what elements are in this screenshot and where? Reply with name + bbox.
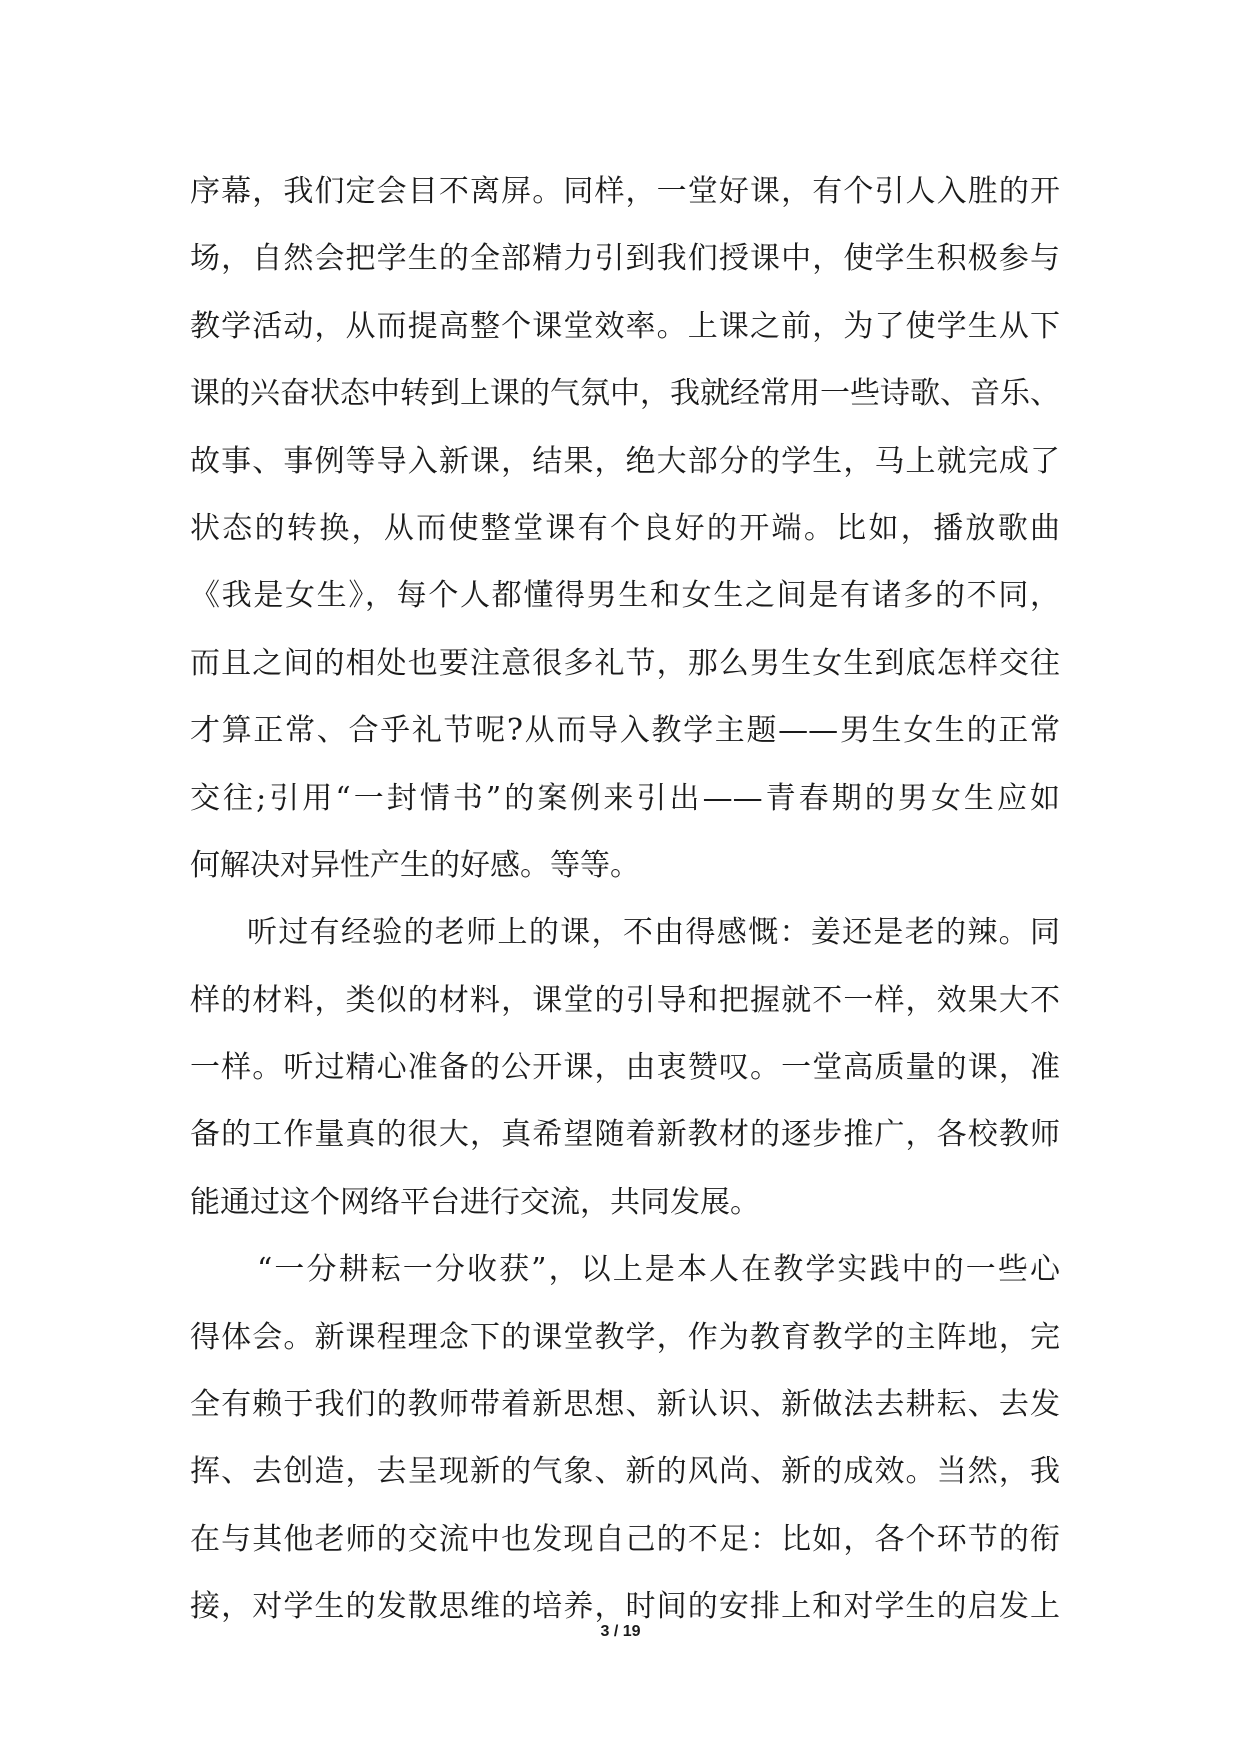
text-line: 备的工作量真的很大，真希望随着新教材的逐步推广，各校教师: [190, 1117, 1060, 1153]
document-body: [190, 158, 1060, 1641]
text-line: 状态的转换，从而使整堂课有个良好的开端。比如，播放歌曲: [190, 510, 1060, 546]
text-line: 而且之间的相处也要注意很多礼节，那么男生女生到底怎样交往: [190, 645, 1060, 681]
text-line: 故事、事例等导入新课，结果，绝大部分的学生，马上就完成了: [190, 443, 1060, 479]
paragraph: [190, 1236, 1060, 1640]
paragraph: [190, 899, 1060, 1236]
paragraph: [190, 158, 1060, 899]
text-line: 教学活动，从而提高整个课堂效率。上课之前，为了使学生从下: [190, 308, 1060, 344]
text-line: 样的材料，类似的材料，课堂的引导和把握就不一样，效果大不: [190, 982, 1060, 1018]
text-line: 课的兴奋状态中转到上课的气氛中，我就经常用一些诗歌、音乐、: [190, 376, 1060, 412]
text-line: 挥、去创造，去呈现新的气象、新的风尚、新的成效。当然，我: [190, 1454, 1060, 1490]
text-line: 接，对学生的发散思维的培养，时间的安排上和对学生的启发上: [190, 1589, 1060, 1625]
text-line: 全有赖于我们的教师带着新思想、新认识、新做法去耕耘、去发: [190, 1387, 1060, 1423]
text-line: 场，自然会把学生的全部精力引到我们授课中，使学生积极参与: [190, 241, 1060, 277]
text-line: 何解决对异性产生的好感。等等。: [190, 847, 640, 883]
page-number: 3 / 19: [600, 1623, 641, 1640]
text-line: “一分耕耘一分收获”，以上是本人在教学实践中的一些心: [257, 1252, 1060, 1288]
text-line: 才算正常、合乎礼节呢?从而导入教学主题——男生女生的正常: [190, 713, 1060, 749]
text-line: 《我是女生》，每个人都懂得男生和女生之间是有诸多的不同，: [190, 578, 1060, 614]
text-line: 能通过这个网络平台进行交流，共同发展。: [190, 1184, 760, 1220]
text-line: 得体会。新课程理念下的课堂教学，作为教育教学的主阵地，完: [190, 1319, 1060, 1355]
text-line: 一样。听过精心准备的公开课，由衷赞叹。一堂高质量的课，准: [190, 1050, 1060, 1086]
text-line: 序幕，我们定会目不离屏。同样，一堂好课，有个引人入胜的开: [190, 174, 1060, 209]
text-line: 交往;引用“一封情书”的案例来引出——青春期的男女生应如: [190, 780, 1060, 816]
text-line: 听过有经验的老师上的课，不由得感慨：姜还是老的辣。同: [247, 915, 1060, 951]
text-line: 在与其他老师的交流中也发现自己的不足：比如，各个环节的衔: [190, 1521, 1060, 1557]
